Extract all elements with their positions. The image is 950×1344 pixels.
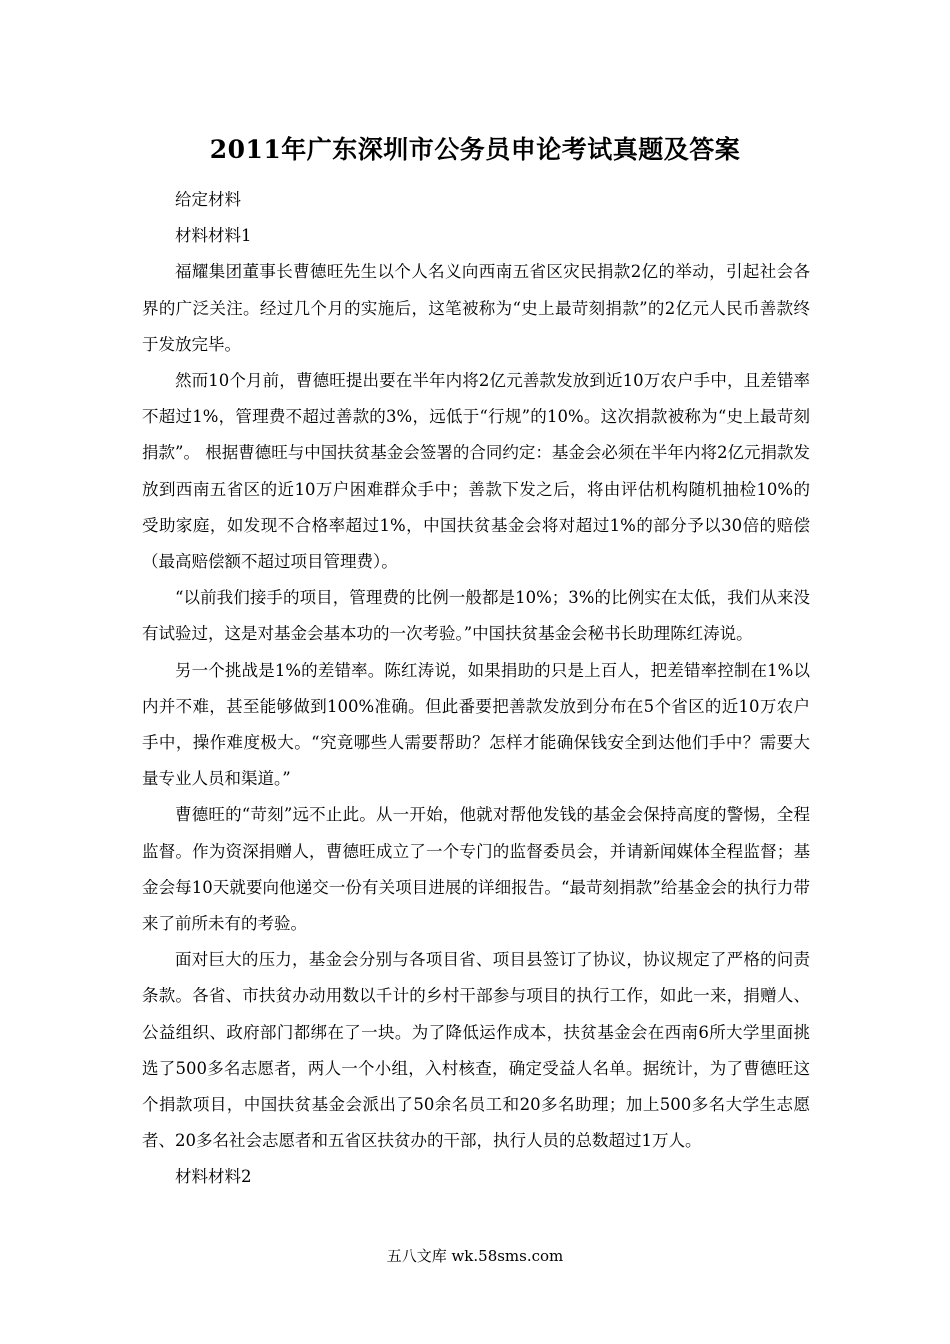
paragraph: 福耀集团董事长曹德旺先生以个人名义向西南五省区灾民捐款2亿的举动，引起社会各界的广泛关注。经过几个月的实施后，这笔被称为“史上最苛刻捐款”的2亿元人民币善款终于发放完毕。 (142, 262, 810, 354)
material-heading-2: 材料材料2 (175, 1167, 252, 1187)
paragraph: 面对巨大的压力，基金会分别与各项目省、项目县签订了协议，协议规定了严格的问责条款。各省、市扶贫办动用数以千计的乡村干部参与项目的执行工作，如此一来，捐赠人、公益组织、政府部门都绑在了一块。为了降低运作成本，扶贫基金会在西南6所大学里面挑选了500多名志愿者，两人一个小组，入村核查，确定受益人名单。据统计，为了曹德旺这个捐款项目，中国扶贫基金会派出了50余名员工和20多名助理；加上500多名大学生志愿者、20多名社会志愿者和五省区扶贫办的干部，执行人员的总数超过1万人。 (142, 950, 810, 1151)
document-title: 2011年广东深圳市公务员申论考试真题及答案 (209, 135, 741, 164)
paragraph: 然而10个月前，曹德旺提出要在半年内将2亿元善款发放到近10万农户手中，且差错率不超过1%，管理费不超过善款的3%，远低于“行规”的10%。这次捐款被称为“史上最苛刻捐款”。 根据曹德旺与中国扶贫基金会签署的合同约定：基金会必须在半年内将2亿元捐款发放到西南五省区的近10万户困难群众手中；善款下发之后，将由评估机构随机抽检10%的受助家庭，如发现不合格率超过1%，中国扶贫基金会将对超过1%的部分予以30倍的赔偿（最高赔偿额不超过项目管理费）。 (142, 371, 810, 572)
footer-watermark: 五八文库 wk.58sms.com (386, 1247, 564, 1265)
material-heading-1: 材料材料1 (175, 226, 252, 246)
paragraph: 曹德旺的“苛刻”远不止此。从一开始，他就对帮他发钱的基金会保持高度的警惕，全程监督。作为资深捐赠人，曹德旺成立了一个专门的监督委员会，并请新闻媒体全程监督；基金会每10天就要向他递交一份有关项目进展的详细报告。“最苛刻捐款”给基金会的执行力带来了前所未有的考验。 (142, 805, 810, 934)
paragraph: 另一个挑战是1%的差错率。陈红涛说，如果捐助的只是上百人，把差错率控制在1%以内并不难，甚至能够做到100%准确。但此番要把善款发放到分布在5个省区的近10万农户手中，操作难度极大。“究竟哪些人需要帮助？怎样才能确保钱安全到达他们手中？需要大量专业人员和渠道。” (142, 660, 810, 789)
paragraph: “以前我们接手的项目，管理费的比例一般都是10%；3%的比例实在太低，我们从来没有试验过，这是对基金会基本功的一次考验。”中国扶贫基金会秘书长助理陈红涛说。 (142, 588, 810, 644)
section-heading-given-materials: 给定材料 (175, 190, 241, 209)
document-body (142, 182, 810, 1196)
